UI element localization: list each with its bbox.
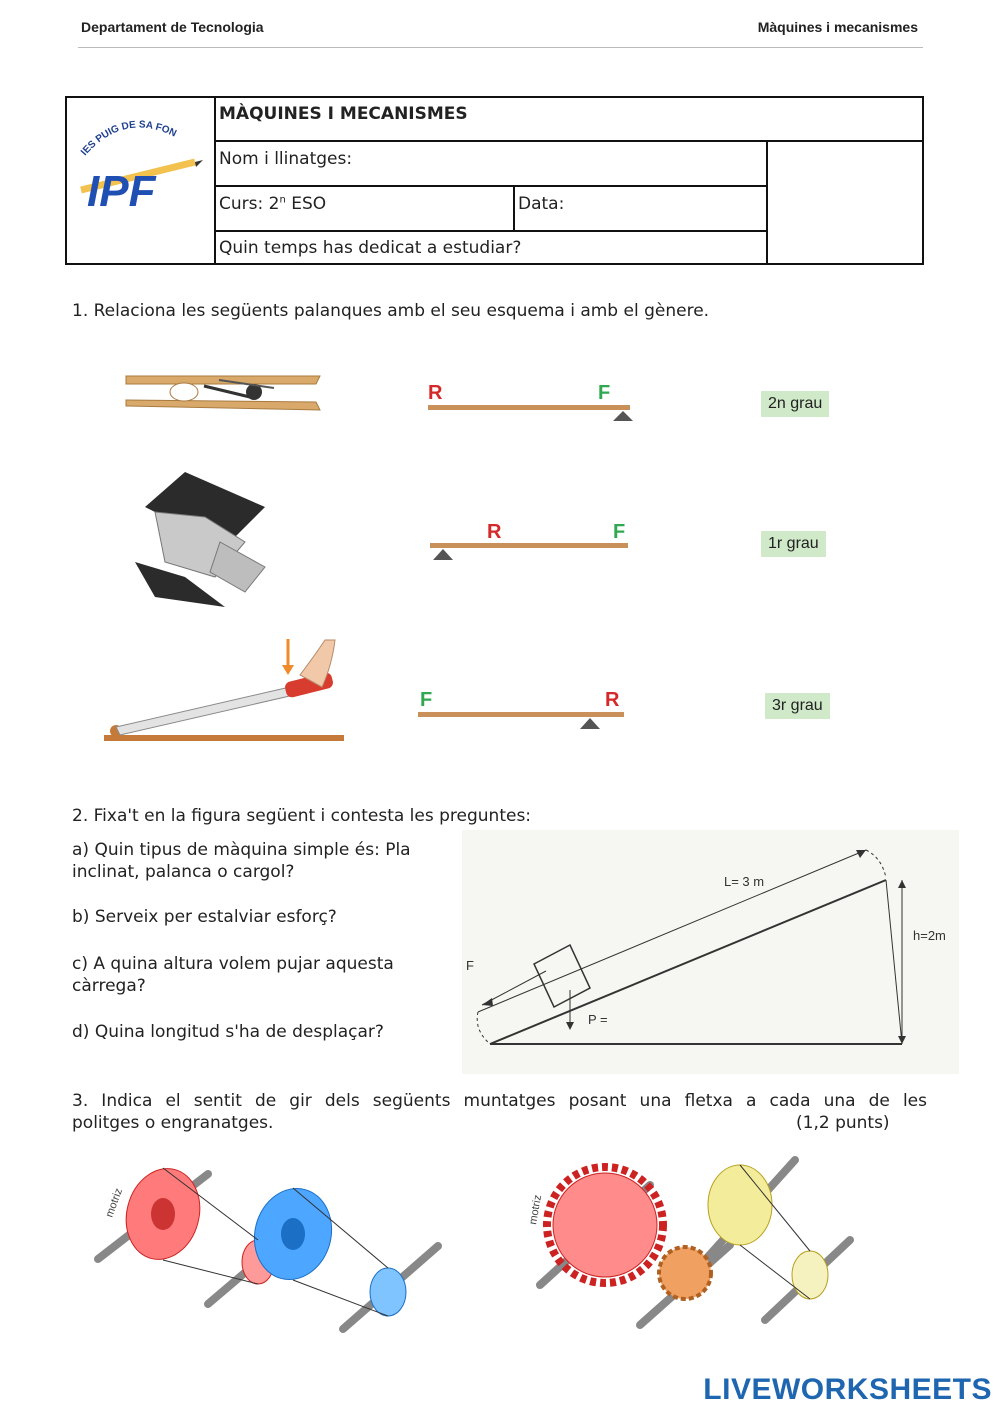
lever-3-right-label: R <box>605 689 620 711</box>
question-2d: d) Quina longitud s'ha de desplaçar? <box>72 1022 384 1042</box>
logo-arc-text: IES PUIG DE SA FON <box>79 119 179 158</box>
subject-label: Màquines i mecanismes <box>757 19 918 35</box>
paper-cutter-image <box>100 635 345 747</box>
grade-tag-2[interactable]: 1r grau <box>761 531 826 557</box>
school-logo <box>73 112 205 222</box>
lever-3-left-label: F <box>420 689 433 711</box>
logo-initials: IPF <box>87 167 156 216</box>
question-1-text: 1. Relaciona les següents palanques amb el seu esquema i amb el gènere. <box>72 301 710 321</box>
pulley-motor-label: motriz <box>103 1186 126 1220</box>
lever-scheme-3[interactable] <box>410 688 640 733</box>
table-divider <box>214 140 922 142</box>
clothes-peg-image <box>104 330 334 460</box>
name-label[interactable]: Nom i llinatges: <box>219 149 353 169</box>
lever-1-left-label: R <box>428 382 443 404</box>
gear-system-image[interactable] <box>520 1145 860 1335</box>
svg-text:IES PUIG DE SA FONT <box>73 112 178 158</box>
question-2c: c) A quina altura volem pujar aquesta càrrega? <box>72 954 394 996</box>
department-label: Departament de Tecnologia <box>81 19 264 35</box>
table-divider <box>766 140 768 263</box>
pulley-system-image[interactable] <box>68 1134 448 1346</box>
course-label[interactable]: Curs: 2$^n$ ESO <box>219 194 327 214</box>
lever-2-right-label: F <box>613 521 626 543</box>
weight-label: P = <box>588 1012 608 1027</box>
lever-2-left-label: R <box>487 521 502 543</box>
liveworksheets-logo: LIVEWORKSHEETS <box>703 1373 992 1406</box>
height-label: h=2m <box>913 928 946 943</box>
table-divider <box>214 98 216 263</box>
worksheet-title: MÀQUINES I MECANISMES <box>219 104 468 124</box>
grade-tag-1[interactable]: 2n grau <box>761 391 829 417</box>
question-2a: a) Quin tipus de màquina simple és: Pla inclinat, palanca o cargol? <box>72 840 411 882</box>
table-divider <box>214 230 766 232</box>
student-info-table <box>65 96 924 265</box>
study-time-label[interactable]: Quin temps has dedicat a estudiar? <box>219 238 522 258</box>
question-2b: b) Serveix per estalviar esforç? <box>72 907 337 927</box>
length-label: L= 3 m <box>724 874 765 889</box>
table-divider <box>513 185 515 230</box>
question-3-line-1: 3. Indica el sentit de gir dels següents muntatges posant una fletxa a cada una de les <box>72 1091 927 1111</box>
date-label[interactable]: Data: <box>518 194 565 214</box>
force-label: F <box>466 958 474 973</box>
lever-1-right-label: F <box>598 382 611 404</box>
gear-motor-label: motriz <box>527 1193 545 1226</box>
grade-tag-3[interactable]: 3r grau <box>765 693 830 719</box>
staple-remover-image <box>115 467 302 613</box>
question-2-text: 2. Fixa't en la figura següent i contesta les preguntes: <box>72 806 532 826</box>
table-divider <box>214 185 766 187</box>
question-3-line-2: politges o engranatges. <box>72 1113 274 1133</box>
lever-scheme-2[interactable] <box>420 518 640 563</box>
lever-scheme-1[interactable] <box>420 380 640 425</box>
question-3-points: (1,2 punts) <box>796 1113 890 1133</box>
header-divider <box>78 47 923 48</box>
inclined-plane-figure <box>462 830 959 1074</box>
